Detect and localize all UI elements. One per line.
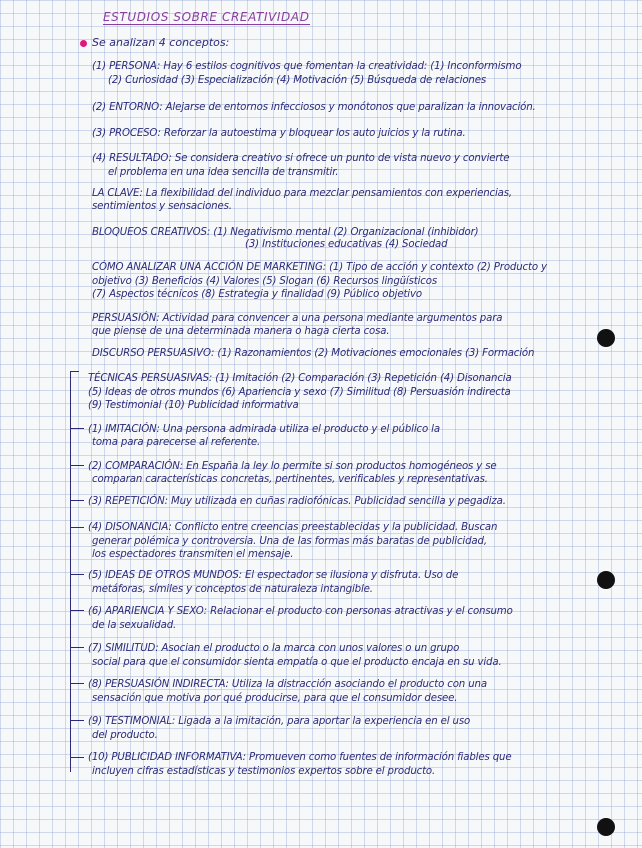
- note-line: CÓMO ANALIZAR UNA ACCIÓN DE MARKETING: (1) Tipo de acción y contexto (2) Producto y: [92, 262, 547, 273]
- note-line: (9) Testimonial (10) Publicidad informativa: [88, 400, 299, 411]
- note-line: comparan características concretas, pertinentes, verificables y representativas.: [92, 474, 488, 485]
- note-line: (2) COMPARACIÓN: En España la ley lo permite si son productos homogéneos y se: [88, 461, 497, 472]
- bracket-tick: [70, 610, 84, 611]
- bracket-tick: [70, 683, 84, 684]
- note-line: metáforas, símiles y conceptos de naturaleza intangible.: [92, 584, 373, 595]
- note-line: (1) IMITACIÓN: Una persona admirada utiliza el producto y el público la: [88, 424, 440, 435]
- note-line: generar polémica y controversia. Una de las formas más baratas de publicidad,: [92, 536, 487, 547]
- note-line: (1) PERSONA: Hay 6 estilos cognitivos que fomentan la creatividad: (1) Inconformismo: [92, 61, 522, 72]
- note-line: que piense de una determinada manera o haga cierta cosa.: [92, 326, 390, 337]
- note-line: social para que el consumidor sienta empatía o que el producto encaja en su vida.: [92, 657, 502, 668]
- note-line: (5) Ideas de otros mundos (6) Apariencia y sexo (7) Similitud (8) Persuasión indirecta: [88, 387, 511, 398]
- note-line: TÉCNICAS PERSUASIVAS: (1) Imitación (2) Comparación (3) Repetición (4) Disonancia: [88, 373, 512, 384]
- note-line: (5) IDEAS DE OTROS MUNDOS: El espectador se ilusiona y disfruta. Uso de: [88, 570, 459, 581]
- note-line: (4) DISONANCIA: Conflicto entre creencias preestablecidas y la publicidad. Buscan: [88, 522, 498, 533]
- bracket-tick: [70, 757, 84, 758]
- note-line: el problema en una idea sencilla de transmitir.: [108, 167, 339, 178]
- note-line: los espectadores transmiten el mensaje.: [92, 549, 294, 560]
- binder-hole: [597, 571, 615, 589]
- note-line: (10) PUBLICIDAD INFORMATIVA: Promueven como fuentes de información fiables que: [88, 752, 512, 763]
- techniques-bracket: [70, 371, 79, 772]
- bracket-tick: [70, 527, 84, 528]
- note-line: (8) PERSUASIÓN INDIRECTA: Utiliza la distracción asociando el producto con una: [88, 679, 487, 690]
- note-line: sentimientos y sensaciones.: [92, 201, 232, 212]
- note-line: del producto.: [92, 730, 158, 741]
- note-line: (2) ENTORNO: Alejarse de entornos infecciosos y monótonos que paralizan la innovación.: [92, 102, 536, 113]
- note-line: (9) TESTIMONIAL: Ligada a la imitación, para aportar la experiencia en el uso: [88, 716, 471, 727]
- note-line: PERSUASIÓN: Actividad para convencer a una persona mediante argumentos para: [92, 313, 503, 324]
- note-line: (6) APARIENCIA Y SEXO: Relacionar el producto con personas atractivas y el consumo: [88, 606, 513, 617]
- bullet-dot-icon: [80, 40, 87, 47]
- bracket-tick: [70, 500, 84, 501]
- note-line: (3) Instituciones educativas (4) Sociedad: [245, 239, 448, 250]
- note-line: (4) RESULTADO: Se considera creativo si ofrece un punto de vista nuevo y convierte: [92, 153, 510, 164]
- note-line: sensación que motiva por qué producirse, para que el consumidor desee.: [92, 693, 458, 704]
- note-line: (3) REPETICIÓN: Muy utilizada en cuñas radiofónicas. Publicidad sencilla y pegadiza.: [88, 496, 506, 507]
- note-line: (7) SIMILITUD: Asocian el producto o la marca con unos valores o un grupo: [88, 643, 460, 654]
- bracket-tick: [70, 465, 84, 466]
- subtitle: Se analizan 4 conceptos:: [92, 36, 230, 49]
- note-line: incluyen cifras estadísticas y testimonios expertos sobre el producto.: [92, 766, 436, 777]
- note-line: toma para parecerse al referente.: [92, 437, 261, 448]
- bracket-tick: [70, 720, 84, 721]
- note-line: (2) Curiosidad (3) Especialización (4) Motivación (5) Búsqueda de relaciones: [108, 75, 486, 86]
- bracket-tick: [70, 574, 84, 575]
- binder-hole: [597, 329, 615, 347]
- bracket-tick: [70, 428, 84, 429]
- bracket-tick: [70, 647, 84, 648]
- page-title: ESTUDIOS SOBRE CREATIVIDAD: [103, 10, 310, 24]
- note-line: DISCURSO PERSUASIVO: (1) Razonamientos (2) Motivaciones emocionales (3) Formación: [92, 348, 535, 359]
- note-line: objetivo (3) Beneficios (4) Valores (5) Slogan (6) Recursos lingüísticos: [92, 276, 437, 287]
- note-line: (3) PROCESO: Reforzar la autoestima y bloquear los auto juicios y la rutina.: [92, 128, 466, 139]
- note-line: (7) Aspectos técnicos (8) Estrategia y finalidad (9) Público objetivo: [92, 289, 422, 300]
- note-line: de la sexualidad.: [92, 620, 177, 631]
- binder-hole: [597, 818, 615, 836]
- note-line: BLOQUEOS CREATIVOS: (1) Negativismo mental (2) Organizacional (inhibidor): [92, 227, 479, 238]
- note-line: LA CLAVE: La flexibilidad del individuo para mezclar pensamientos con experiencias,: [92, 188, 513, 199]
